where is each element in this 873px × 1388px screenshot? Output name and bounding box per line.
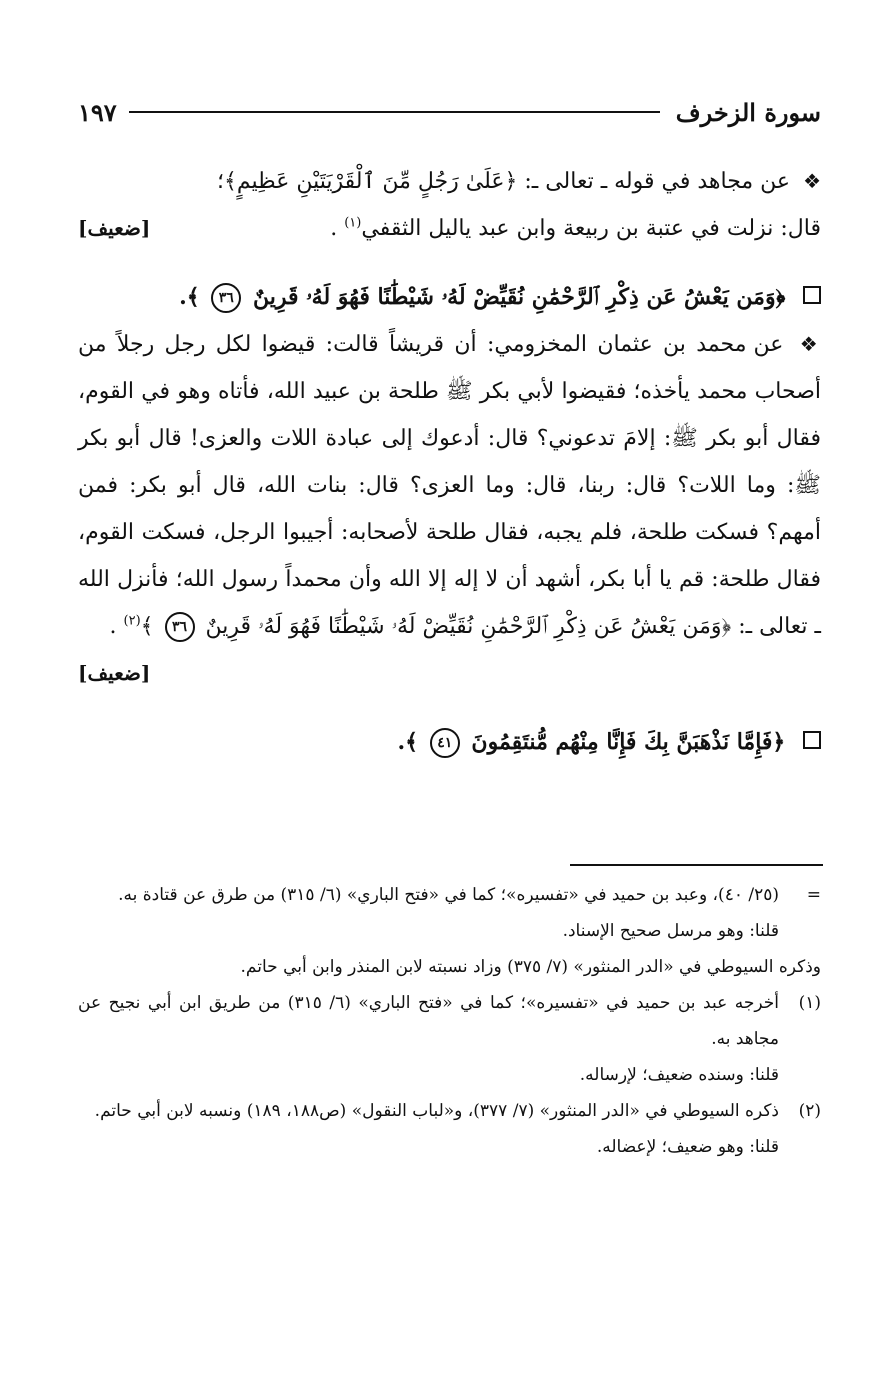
footnote-cont-line-1: (٢٥/ ٤٠)، وعبد بن حميد في «تفسيره»؛ كما في «فتح الباري» (٦/ ٣١٥) من طرق عن قتادة به. — [118, 885, 779, 905]
footnote-1-line-2: قلنا: وسنده ضعيف؛ لإرساله. — [579, 1065, 779, 1085]
surah-title: سورة الزخرف — [675, 97, 821, 127]
footnotes — [78, 877, 821, 1165]
open-square-icon — [803, 731, 821, 749]
footnote-1-line-1: أخرجه عبد بن حميد في «تفسيره»؛ كما في «فتح الباري» (٦/ ٣١٥) من طريق ابن أبي نجيح عن مجاهد به. — [78, 993, 779, 1049]
four-diamond-bullet-icon: ❖ — [803, 169, 821, 193]
footnote-1-mark: (١) — [798, 993, 821, 1013]
narration-2 — [78, 321, 821, 685]
grade-badge-1: [ضعيف] — [78, 216, 151, 240]
footnote-1 — [78, 985, 821, 1093]
footnote-ref-1[interactable]: (١) — [344, 215, 362, 231]
header-rule — [129, 111, 660, 113]
footnote-2-mark: (٢) — [798, 1101, 821, 1121]
four-diamond-bullet-icon: ❖ — [799, 332, 821, 356]
continuation-mark: = — [806, 885, 821, 905]
verse-41-text: ﴿فَإِمَّا نَذْهَبَنَّ بِكَ فَإِنَّا مِنْهُم مُّنتَقِمُونَ — [471, 729, 786, 755]
narration-2-close: ﴾ — [140, 614, 154, 639]
verse-heading-41 — [78, 719, 821, 766]
narration-1-line-1: عن مجاهد في قوله ـ تعالى ـ: ﴿عَلَىٰ رَجُلٍ مِّنَ ٱلْقَرْيَتَيْنِ عَظِيمٍ﴾؛ — [217, 169, 791, 194]
ayah-end-marker-icon: ٣٦ — [165, 612, 195, 642]
open-square-icon — [803, 286, 821, 304]
verse-heading-36 — [78, 274, 821, 321]
narration-2-end: . — [109, 614, 117, 639]
running-header — [78, 92, 821, 132]
verse-36-text: ﴿وَمَن يَعْشُ عَن ذِكْرِ ٱلرَّحْمَٰنِ نُقَيِّضْ لَهُۥ شَيْطَٰنًا فَهُوَ لَهُۥ قَرِينٌ — [252, 284, 786, 310]
footnote-continuation — [78, 877, 821, 949]
narration-2-text: عن محمد بن عثمان المخزومي: أن قريشاً قالت: قيضوا لكل رجل رجلاً من أصحاب محمد يأخذه؛ فقيضوا لأبي بكر ﷺ طلحة بن عبيد الله، فأتاه وهو في القوم، فقال أبو بكر ﷺ: إلامَ تدعوني؟ قال: أدعوك إلى عبادة اللات والعزى! قال أبو بكر ﷺ: وما اللات؟ قال: ربنا، قال: وما العزى؟ قال: بنات الله، قال أبو بكر: فمن أمهم؟ فسكت طلحة، فلم يجبه، فقال طلحة لأصحابه: أجيبوا الرجل، فسكت القوم، فقال طلحة: قم يا أبا بكر، أشهد أن لا إله إلا الله وأن محمداً رسول الله؛ فأنزل الله ـ تعالى ـ: ﴿وَمَن يَعْشُ عَن ذِكْرِ ٱلرَّحْمَٰنِ نُقَيِّضْ لَهُۥ شَيْطَٰنًا فَهُوَ لَهُۥ قَرِينٌ — [78, 332, 821, 639]
verse-36-close: ﴾. — [179, 284, 200, 310]
footnote-cont-line-3: وذكره السيوطي في «الدر المنثور» (٧/ ٣٧٥) وزاد نسبته لابن المنذر وابن أبي حاتم. — [240, 957, 821, 977]
ayah-end-marker-icon: ٤١ — [430, 728, 460, 758]
footnote-ref-2[interactable]: (٢) — [123, 613, 141, 629]
footnote-2 — [78, 1093, 821, 1165]
narration-1-end: . — [330, 216, 338, 241]
footnote-2-line-2: قلنا: وهو ضعيف؛ لإعضاله. — [596, 1137, 779, 1157]
main-text — [78, 158, 821, 766]
footnote-2-line-1: ذكره السيوطي في «الدر المنثور» (٧/ ٣٧٧)، و«لباب النقول» (ص١٨٨، ١٨٩) ونسبه لابن أبي حاتم. — [94, 1101, 779, 1121]
grade-badge-2: [ضعيف] — [78, 661, 151, 685]
page-number: ١٩٧ — [78, 97, 117, 127]
narration-1-line-2: قال: نزلت في عتبة بن ربيعة وابن عبد ياليل الثقفي — [361, 216, 821, 241]
footnote-cont-line-2: قلنا: وهو مرسل صحيح الإسناد. — [562, 921, 779, 941]
verse-41-close: ﴾. — [397, 729, 419, 755]
footnote-separator — [570, 864, 823, 866]
ayah-end-marker-icon: ٣٦ — [211, 283, 241, 313]
narration-1 — [78, 158, 821, 252]
